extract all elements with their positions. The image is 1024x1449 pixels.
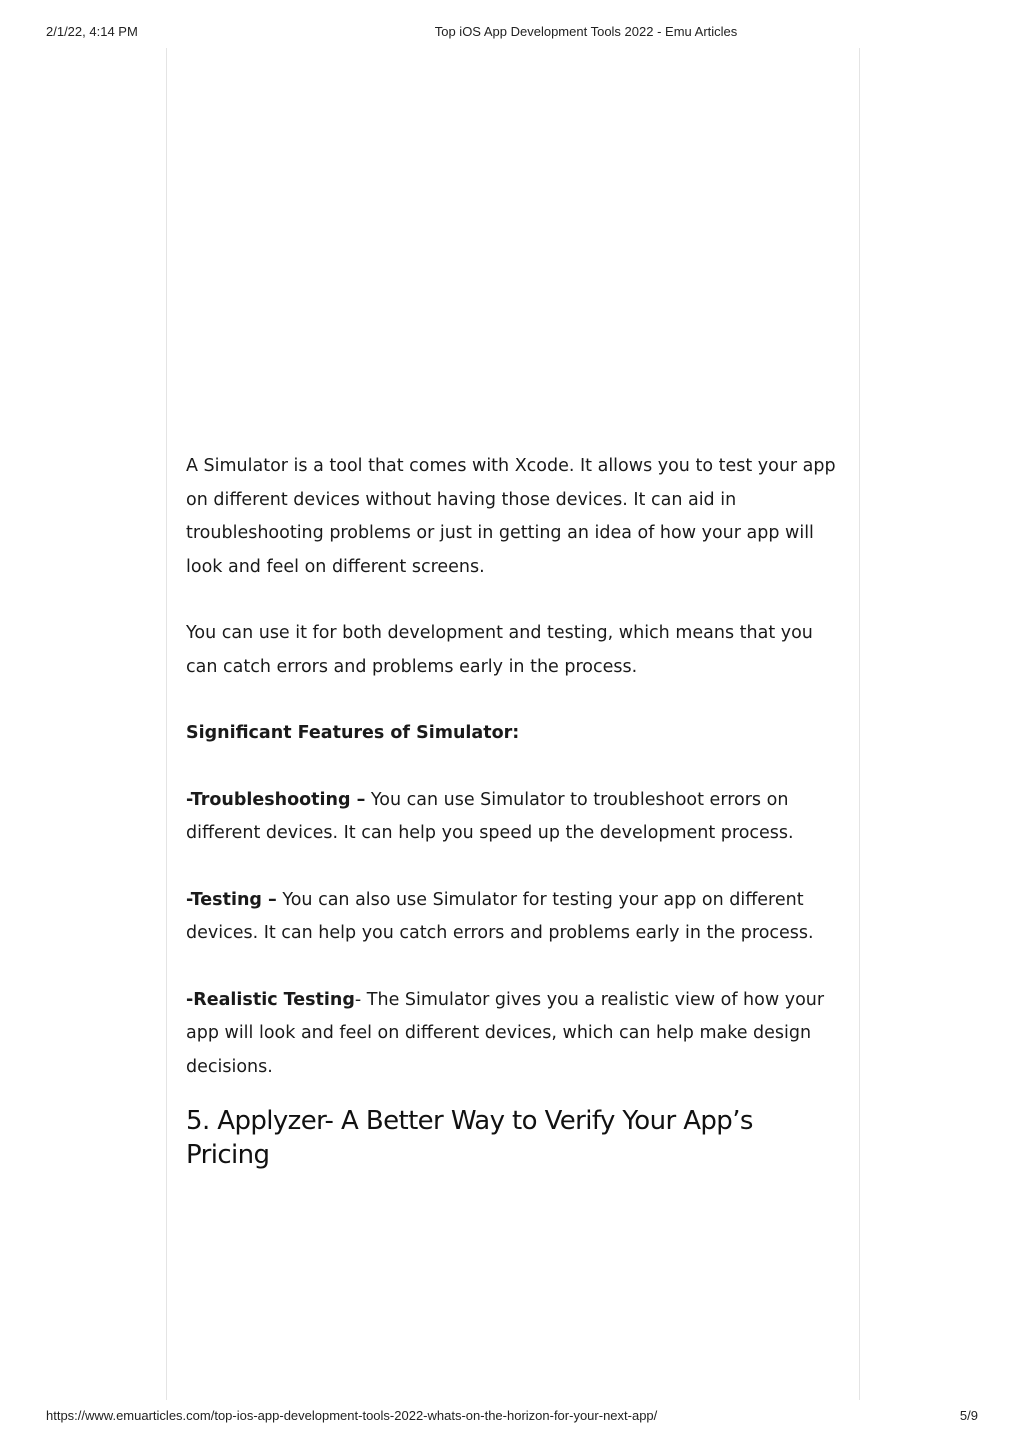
paragraph: You can use it for both development and testing, which means that you can catch errors and problems early in the process. bbox=[186, 623, 813, 677]
section-heading: 5. Applyzer- A Better Way to Verify Your App’s Pricing bbox=[186, 1106, 753, 1170]
paragraph: A Simulator is a tool that comes with Xcode. It allows you to test your app on different devices without having those devices. It can aid in troubleshooting problems or just in getting an idea of how your app will look and feel on different screens. bbox=[186, 456, 836, 577]
feature-item bbox=[186, 784, 836, 851]
feature-label: -Realistic Testing bbox=[186, 989, 355, 1010]
print-page-title: Top iOS App Development Tools 2022 - Emu Articles bbox=[434, 24, 738, 39]
feature-item bbox=[186, 884, 836, 951]
features-heading: Significant Features of Simulator: bbox=[186, 723, 520, 743]
print-header bbox=[0, 24, 1024, 42]
print-date: 2/1/22, 4:14 PM bbox=[46, 24, 138, 39]
print-footer bbox=[0, 1408, 1024, 1426]
feature-label: -Troubleshooting – bbox=[186, 789, 366, 810]
feature-text: - The Simulator gives you a realistic view of how your app will look and feel on different devices, which can help make design decisions. bbox=[186, 989, 825, 1077]
feature-item bbox=[186, 984, 836, 1085]
article-body bbox=[186, 450, 836, 1172]
print-page-number: 5/9 bbox=[959, 1408, 978, 1423]
feature-label: -Testing – bbox=[186, 889, 277, 910]
print-url: https://www.emuarticles.com/top-ios-app-development-tools-2022-whats-on-the-horizon-for-your-next-app/ bbox=[46, 1408, 658, 1423]
feature-text: You can use Simulator to troubleshoot errors on different devices. It can help you speed up the development process. bbox=[186, 789, 794, 843]
feature-text: You can also use Simulator for testing your app on different devices. It can help you catch errors and problems early in the process. bbox=[186, 889, 814, 943]
